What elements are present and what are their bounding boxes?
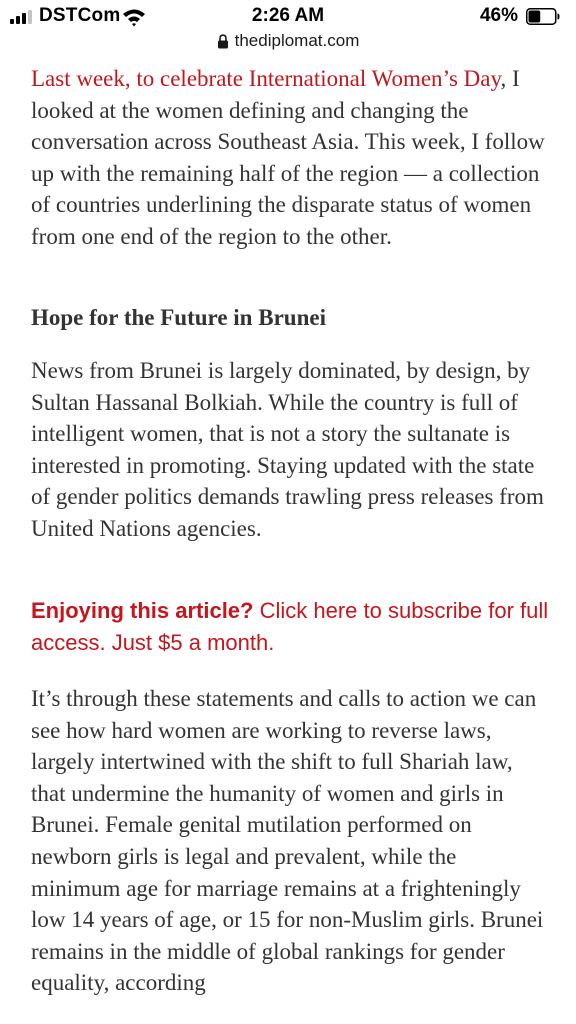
lock-icon	[217, 34, 229, 49]
section-heading: Hope for the Future in Brunei	[31, 305, 326, 330]
battery-percent: 46%	[479, 5, 518, 26]
intro-text: , I looked at the women defining and changing the conversation across Southeast Asia. This week, I follow up with the remaining half of the region — a collection of countries underlining the disparate status of women from one end of the region to the other.	[31, 66, 545, 249]
promo-bold[interactable]: Enjoying this article?	[31, 598, 254, 623]
intro-link[interactable]: Last week, to celebrate International Women’s Day	[31, 66, 501, 91]
paragraph-3: It’s through these statements and calls to action we can see how hard women are working to reverse laws, largely intertwined with the shift to full Shariah law, that undermine the humanity of women and girls in Brunei. Female genital mutilation performed on newborn girls is legal and prevalent, while the minimum age for marriage remains at a frighteningly low 14 years of age, or 15 for non-Muslim girls. Brunei remains in the middle of global rankings for gender equality, according	[31, 686, 544, 996]
status-bar	[0, 0, 576, 34]
url-domain: thediplomat.com	[234, 31, 360, 50]
subscribe-promo[interactable]	[31, 595, 551, 658]
paragraph-2: News from Brunei is largely dominated, by design, by Sultan Hassanal Bolkiah. While the country is full of intelligent women, that is not a story the sultanate is interested in promoting. Staying updated with the state of gender politics demands trawling press releases from United Nations agencies.	[31, 358, 544, 541]
url-bar[interactable]	[0, 31, 576, 55]
promo-link-text[interactable]: Click here to subscribe for full access. Just $5 a month.	[31, 598, 549, 655]
battery-icon	[526, 8, 560, 25]
carrier-name: DSTCom	[39, 5, 121, 26]
intro-paragraph	[31, 63, 551, 253]
status-time: 2:26 AM	[251, 5, 325, 26]
